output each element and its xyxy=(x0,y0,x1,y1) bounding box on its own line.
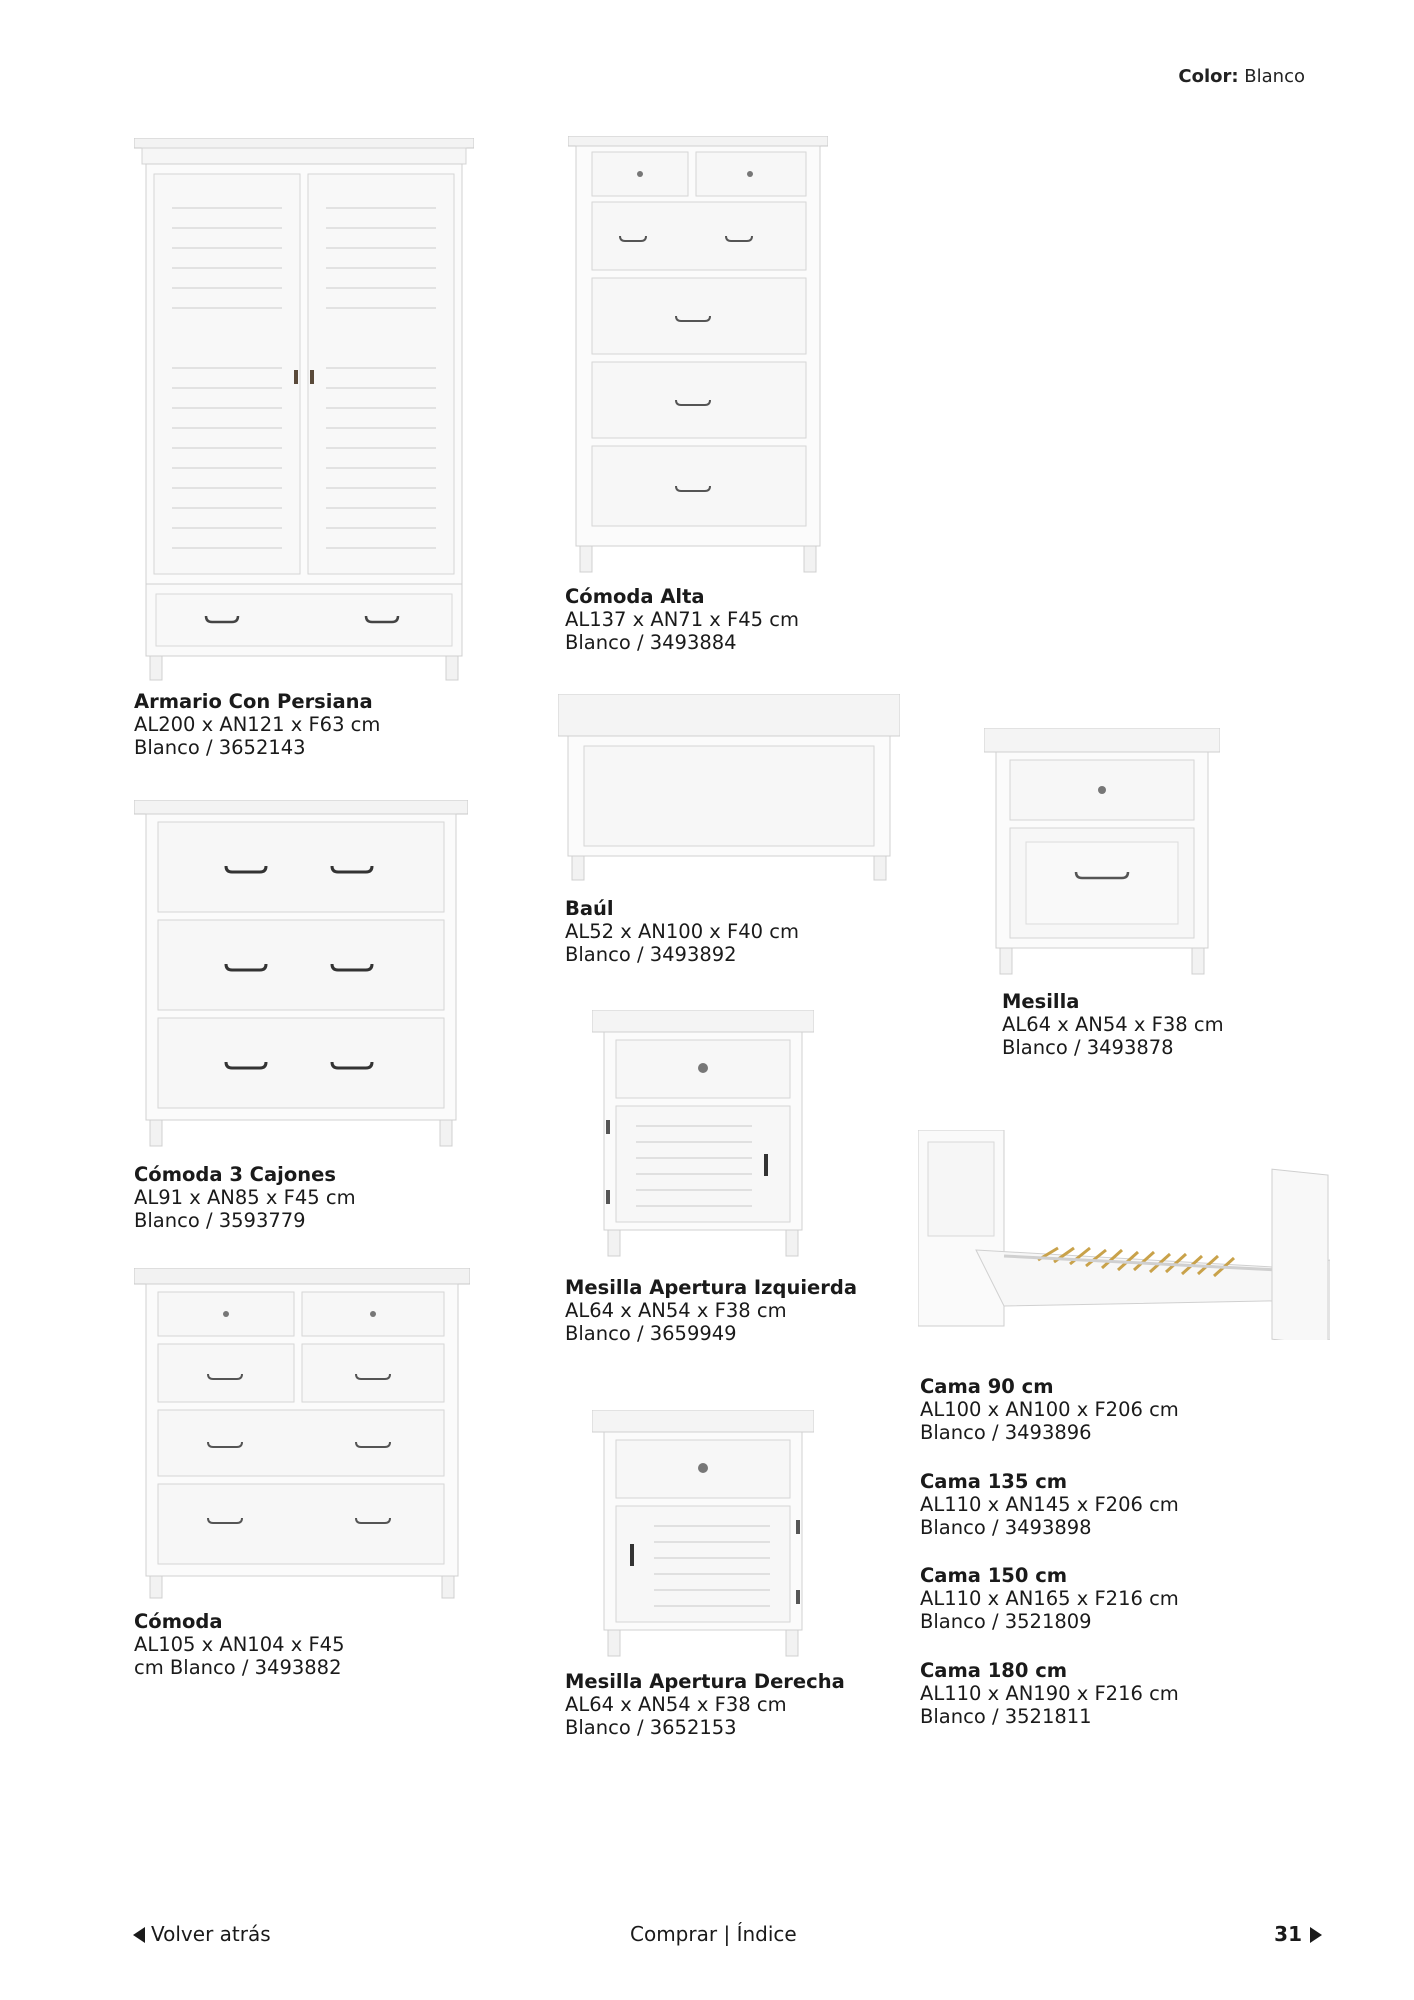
product-name[interactable]: Armario Con Persiana xyxy=(134,690,373,713)
product-dimensions: AL64 x AN54 x F38 cm xyxy=(565,1299,787,1322)
product-reference: Blanco / 3652153 xyxy=(565,1716,737,1739)
product-name[interactable]: Mesilla xyxy=(1002,990,1080,1013)
back-link[interactable] xyxy=(133,1922,271,1946)
armario-con-persiana-image xyxy=(134,138,474,683)
comoda-3-cajones-image xyxy=(134,800,468,1150)
mesilla-apertura-derecha-image xyxy=(592,1410,814,1660)
product-name[interactable]: Cama 135 cm xyxy=(920,1470,1068,1493)
comoda-image xyxy=(134,1268,470,1600)
product-reference: Blanco / 3652143 xyxy=(134,736,306,759)
product-caption-cama-150 xyxy=(920,1564,1179,1633)
product-dimensions: AL100 x AN100 x F206 cm xyxy=(920,1398,1179,1421)
product-dimensions: AL110 x AN190 x F216 cm xyxy=(920,1682,1179,1705)
product-caption-comoda-alta xyxy=(565,585,799,654)
product-reference: cm Blanco / 3493882 xyxy=(134,1656,342,1679)
color-label xyxy=(1178,66,1305,87)
product-caption-mesilla-izquierda xyxy=(565,1276,857,1345)
baul-image xyxy=(558,694,900,884)
product-dimensions: AL110 x AN165 x F216 cm xyxy=(920,1587,1179,1610)
product-dimensions: AL200 x AN121 x F63 cm xyxy=(134,713,381,736)
product-name[interactable]: Cama 150 cm xyxy=(920,1564,1068,1587)
product-caption-mesilla xyxy=(1002,990,1224,1059)
product-dimensions: AL64 x AN54 x F38 cm xyxy=(565,1693,787,1716)
product-name[interactable]: Cómoda Alta xyxy=(565,585,705,608)
product-reference: Blanco / 3493898 xyxy=(920,1516,1092,1539)
product-dimensions: AL110 x AN145 x F206 cm xyxy=(920,1493,1179,1516)
product-caption-cama-135 xyxy=(920,1470,1179,1539)
footer-nav xyxy=(630,1922,797,1946)
product-dimensions: AL91 x AN85 x F45 cm xyxy=(134,1186,356,1209)
product-dimensions: AL105 x AN104 x F45 xyxy=(134,1633,345,1656)
page-number-label: 31 xyxy=(1274,1922,1302,1946)
product-caption-cama-90 xyxy=(920,1375,1179,1444)
product-reference: Blanco / 3493878 xyxy=(1002,1036,1174,1059)
product-caption-baul xyxy=(565,897,799,966)
product-reference: Blanco / 3593779 xyxy=(134,1209,306,1232)
product-dimensions: AL137 x AN71 x F45 cm xyxy=(565,608,799,631)
arrow-left-icon xyxy=(133,1927,145,1943)
product-name[interactable]: Cómoda 3 Cajones xyxy=(134,1163,336,1186)
mesilla-apertura-izquierda-image xyxy=(592,1010,814,1260)
color-label-value: Blanco xyxy=(1244,66,1305,87)
color-label-key: Color: xyxy=(1178,66,1239,87)
arrow-right-icon[interactable] xyxy=(1310,1927,1322,1943)
product-caption-cama-180 xyxy=(920,1659,1179,1728)
mesilla-image xyxy=(984,728,1220,978)
product-reference: Blanco / 3493884 xyxy=(565,631,737,654)
page-number xyxy=(1274,1922,1322,1946)
product-caption-comoda-3-cajones xyxy=(134,1163,356,1232)
product-dimensions: AL52 x AN100 x F40 cm xyxy=(565,920,799,943)
product-reference: Blanco / 3521811 xyxy=(920,1705,1092,1728)
product-reference: Blanco / 3521809 xyxy=(920,1610,1092,1633)
comoda-alta-image xyxy=(568,136,828,576)
buy-link[interactable]: Comprar xyxy=(630,1922,718,1946)
product-caption-armario xyxy=(134,690,380,759)
cama-image xyxy=(918,1130,1330,1340)
product-reference: Blanco / 3493896 xyxy=(920,1421,1092,1444)
product-caption-comoda xyxy=(134,1610,344,1679)
product-name[interactable]: Baúl xyxy=(565,897,614,920)
product-dimensions: AL64 x AN54 x F38 cm xyxy=(1002,1013,1224,1036)
nav-separator: | xyxy=(723,1922,731,1946)
product-caption-mesilla-derecha xyxy=(565,1670,845,1739)
product-name[interactable]: Cama 180 cm xyxy=(920,1659,1068,1682)
product-name[interactable]: Mesilla Apertura Derecha xyxy=(565,1670,845,1693)
index-link[interactable]: Índice xyxy=(736,1922,797,1946)
product-reference: Blanco / 3659949 xyxy=(565,1322,737,1345)
product-name[interactable]: Cómoda xyxy=(134,1610,223,1633)
back-label: Volver atrás xyxy=(151,1922,271,1946)
product-name[interactable]: Mesilla Apertura Izquierda xyxy=(565,1276,857,1299)
product-name[interactable]: Cama 90 cm xyxy=(920,1375,1054,1398)
product-reference: Blanco / 3493892 xyxy=(565,943,737,966)
